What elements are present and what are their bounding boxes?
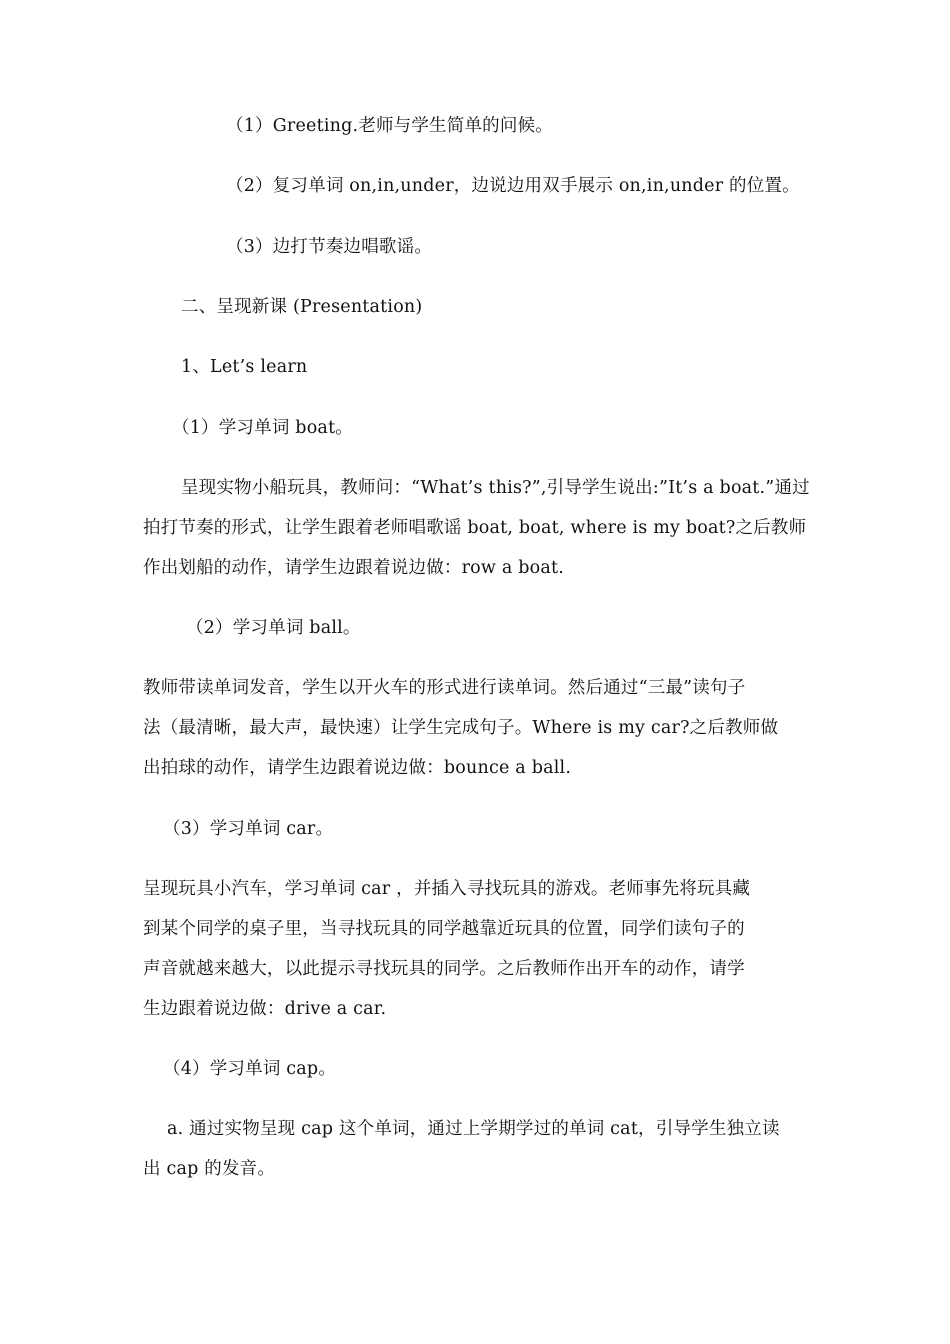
ball-paragraph-line: 出拍球的动作，请学生边跟着说边做：bounce a ball. <box>143 758 572 778</box>
cap-paragraph-line: a. 通过实物呈现 cap 这个单词，通过上学期学过的单词 cat，引导学生独立读 <box>167 1119 780 1139</box>
ball-paragraph-line: 法（最清晰，最大声，最快速）让学生完成句子。Where is my car?之后教师做 <box>143 718 779 738</box>
ball-heading: （2）学习单词 ball。 <box>186 618 361 638</box>
cap-paragraph-line: 出 cap 的发音。 <box>143 1159 276 1179</box>
boat-paragraph-line: 呈现实物小船玩具，教师问：“What’s this?”,引导学生说出:”It’s a boat.”通过 <box>181 478 810 498</box>
cap-heading: （4）学习单词 cap。 <box>163 1059 337 1079</box>
boat-paragraph-line: 拍打节奏的形式，让学生跟着老师唱歌谣 boat, boat, where is my boat?之后教师 <box>143 518 807 538</box>
ball-paragraph-line: 教师带读单词发音，学生以开火车的形式进行读单词。然后通过“三最”读句子 <box>143 678 746 698</box>
car-paragraph-line: 生边跟着说边做：drive a car. <box>143 999 387 1019</box>
car-paragraph-line: 呈现玩具小汽车，学习单词 car ，并插入寻找玩具的游戏。老师事先将玩具藏 <box>143 879 751 899</box>
warmup-item-greeting: （1）Greeting.老师与学生简单的问候。 <box>226 116 553 136</box>
warmup-item-chant: （3）边打节奏边唱歌谣。 <box>226 237 433 257</box>
boat-paragraph-line: 作出划船的动作，请学生边跟着说边做：row a boat. <box>143 558 565 578</box>
car-heading: （3）学习单词 car。 <box>163 819 334 839</box>
boat-heading: （1）学习单词 boat。 <box>172 418 354 438</box>
section-heading-presentation: 二、呈现新课 (Presentation) <box>181 297 423 317</box>
car-paragraph-line: 到某个同学的桌子里，当寻找玩具的同学越靠近玩具的位置，同学们读句子的 <box>143 919 745 939</box>
warmup-item-review-words: （2）复习单词 on,in,under，边说边用双手展示 on,in,under 的位置。 <box>226 176 800 196</box>
car-paragraph-line: 声音就越来越大，以此提示寻找玩具的同学。之后教师作出开车的动作，请学 <box>143 959 745 979</box>
lets-learn-heading: 1、Let’s learn <box>181 357 308 377</box>
